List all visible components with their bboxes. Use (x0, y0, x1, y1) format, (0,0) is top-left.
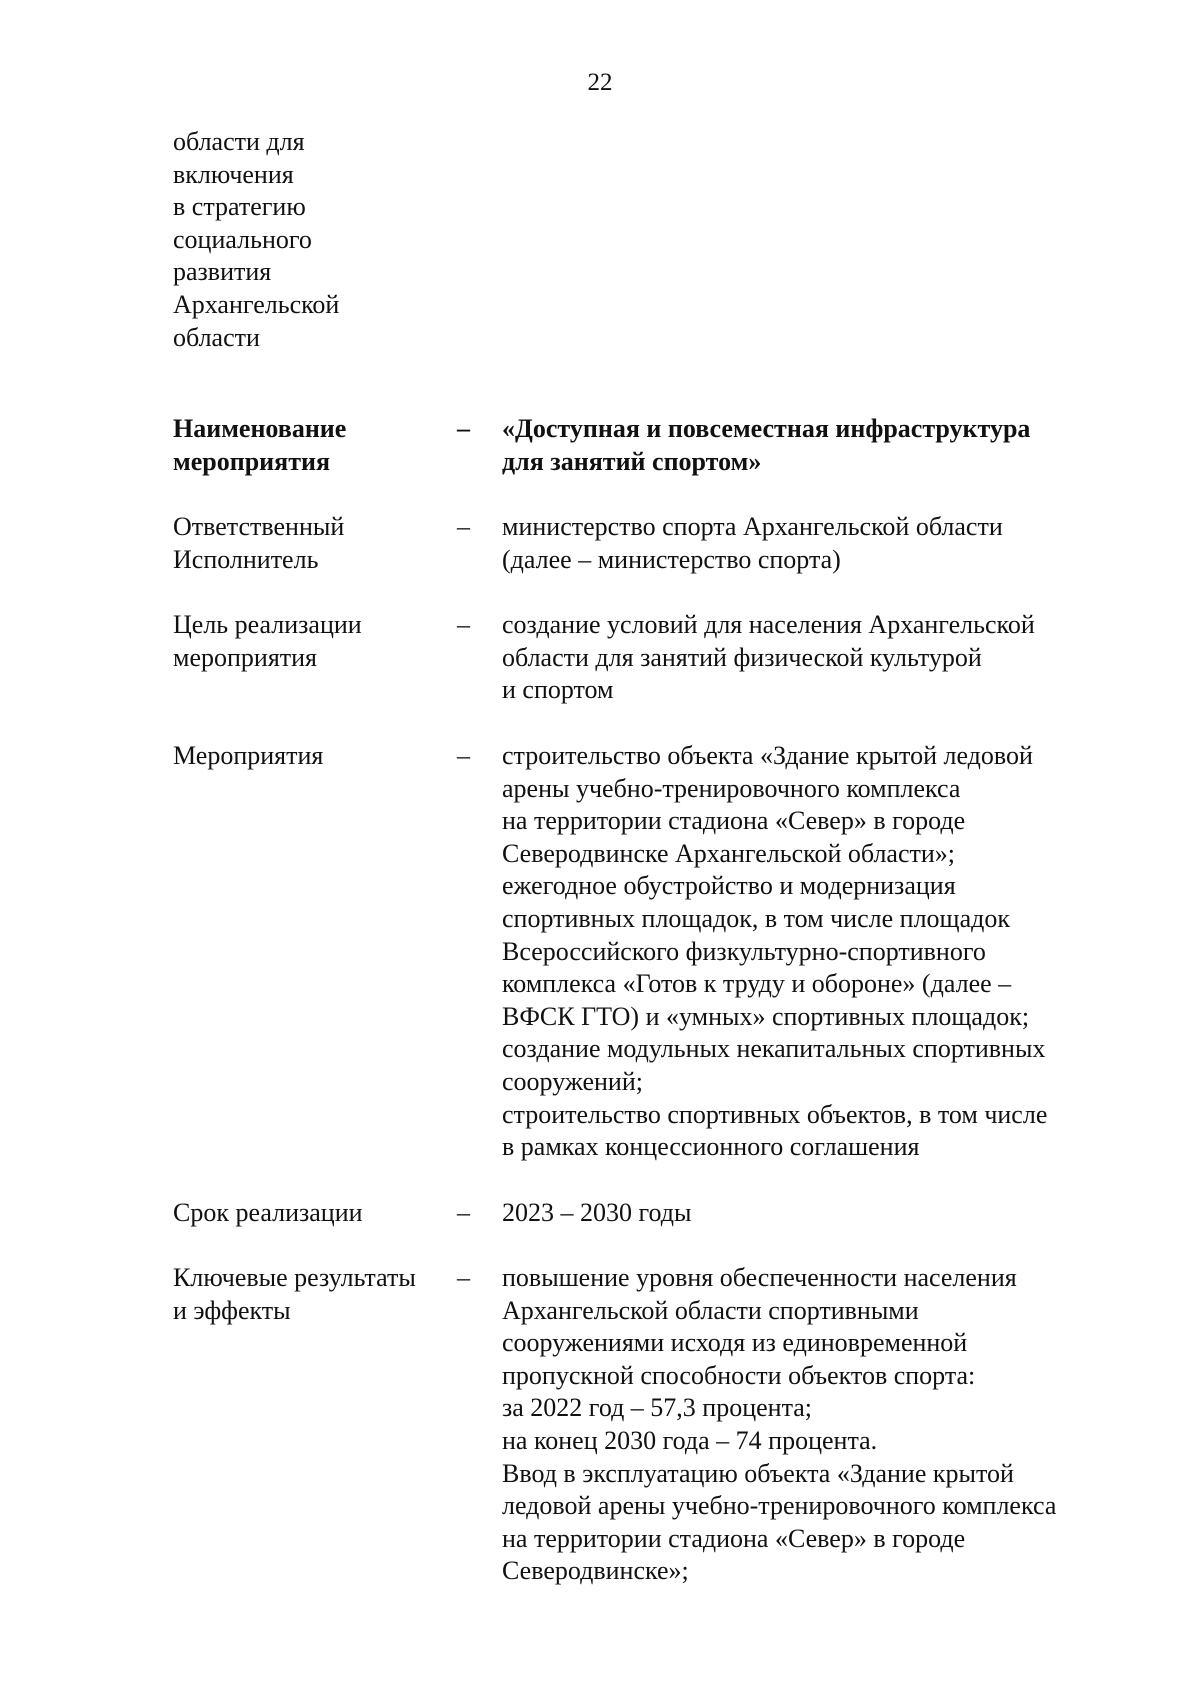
value-line: Архангельской области спортивными (502, 1295, 919, 1325)
value-line: на территории стадиона «Север» в городе (502, 806, 966, 836)
value-line: (далее – министерство спорта) (502, 544, 841, 574)
label-line: мероприятия (173, 446, 331, 476)
label-line: и эффекты (173, 1295, 291, 1325)
value-line: Всероссийского физкультурно-спортивного (502, 936, 986, 966)
continued-text-line: развития (173, 257, 272, 287)
continued-text-line: области (173, 322, 260, 352)
row-value (502, 511, 1142, 576)
value-line: области для занятий физической культурой (502, 642, 982, 672)
value-line: арены учебно-тренировочного комплекса (502, 773, 961, 803)
value-line: повышение уровня обеспеченности населения (502, 1263, 1017, 1292)
row-dash: – (457, 512, 470, 541)
row-value (502, 413, 1142, 478)
row-dash: – (457, 414, 470, 443)
label-line: Цель реализации (173, 610, 362, 639)
row-label (173, 740, 473, 773)
row-label (173, 609, 473, 674)
continued-text-line: Архангельской (173, 289, 340, 319)
row-label (173, 1197, 473, 1230)
value-line: министерство спорта Архангельской области (502, 512, 1003, 541)
value-line: ВФСК ГТО) и «умных» спортивных площадок; (502, 1001, 1030, 1031)
value-line: ледовой арены учебно-тренировочного комплекса (502, 1491, 1057, 1521)
continued-text-line: социального (173, 224, 312, 254)
label-line: Ключевые результаты (173, 1263, 416, 1292)
row-value (502, 609, 1142, 707)
value-line: Северодвинске Архангельской области»; (502, 838, 955, 868)
row-label (173, 511, 473, 576)
value-line: сооружениями исходя из единовременной (502, 1328, 968, 1358)
row-value (502, 1197, 1142, 1230)
value-line: пропускной способности объектов спорта: (502, 1360, 976, 1390)
label-line: Исполнитель (173, 544, 319, 574)
value-line: 2023 – 2030 годы (502, 1198, 692, 1227)
value-line: в рамках концессионного соглашения (502, 1132, 920, 1162)
label-line: Ответственный (173, 512, 345, 541)
value-line: создание модульных некапитальных спортивных (502, 1034, 1046, 1064)
value-line: строительство спортивных объектов, в том числе (502, 1099, 1048, 1129)
row-dash: – (457, 1198, 470, 1227)
continued-text-block (173, 126, 339, 354)
value-line: ежегодное обустройство и модернизация (502, 871, 956, 901)
value-line: строительство объекта «Здание крытой ледовой (502, 741, 1033, 770)
row-dash: – (457, 610, 470, 639)
value-line: «Доступная и повсеместная инфраструктура (502, 414, 1031, 443)
value-line: за 2022 год – 57,3 процента; (502, 1393, 813, 1423)
label-line: Наименование (173, 414, 347, 443)
row-label (173, 413, 473, 478)
value-line: и спортом (502, 675, 614, 705)
value-line: Северодвинске»; (502, 1556, 689, 1586)
row-value (502, 740, 1142, 1164)
value-line: создание условий для населения Архангельской (502, 610, 1035, 639)
continued-text-line: в стратегию (173, 192, 306, 222)
label-line: мероприятия (173, 642, 318, 672)
value-line: на территории стадиона «Север» в городе (502, 1523, 966, 1553)
value-line: сооружений; (502, 1066, 643, 1096)
row-label (173, 1262, 473, 1327)
continued-text-line: включения (173, 159, 294, 189)
row-dash: – (457, 741, 470, 770)
label-line: Мероприятия (173, 741, 324, 770)
page-number: 22 (587, 69, 613, 96)
row-value (502, 1262, 1142, 1588)
row-dash: – (457, 1263, 470, 1292)
value-line: для занятий спортом» (502, 446, 762, 476)
value-line: комплекса «Готов к труду и обороне» (далее – (502, 969, 1012, 999)
label-line: Срок реализации (173, 1198, 363, 1227)
value-line: на конец 2030 года – 74 процента. (502, 1425, 878, 1455)
continued-text-line: области для (173, 127, 305, 156)
value-line: Ввод в эксплуатацию объекта «Здание крытой (502, 1458, 1014, 1488)
value-line: спортивных площадок, в том числе площадок (502, 903, 1010, 933)
